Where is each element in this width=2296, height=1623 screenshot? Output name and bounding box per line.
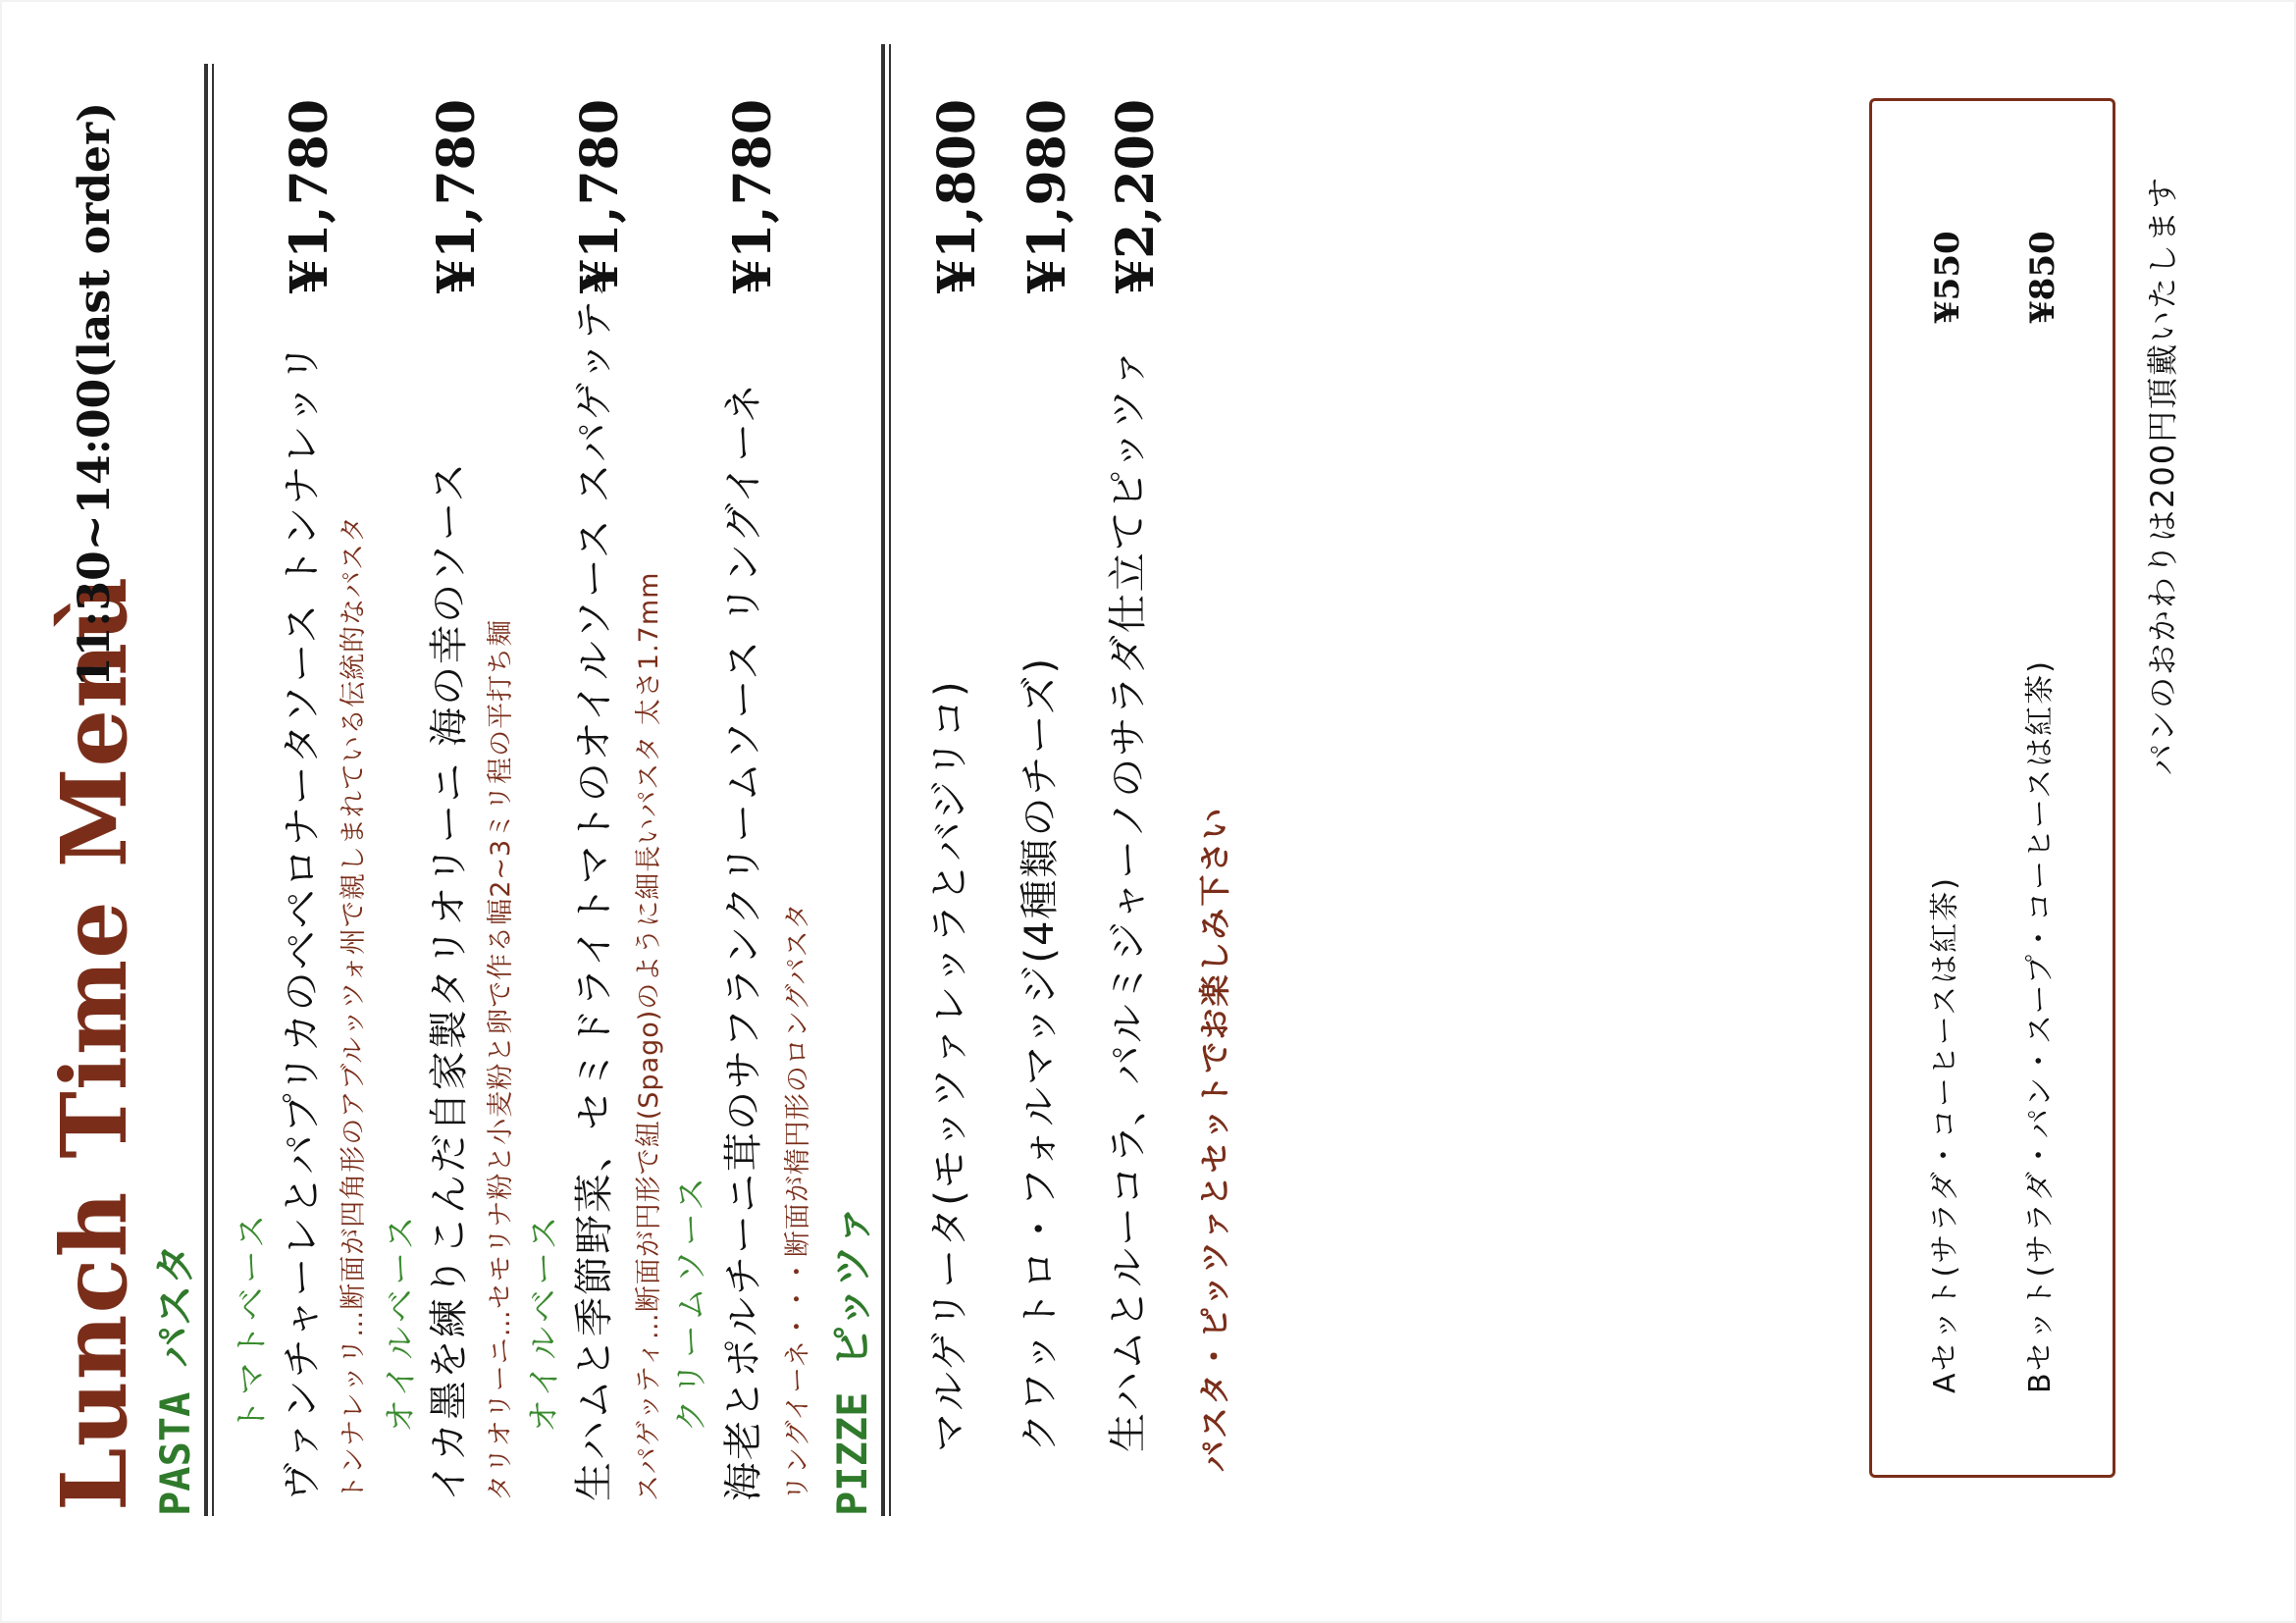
section-pasta-heading: PASTA パスタ xyxy=(151,1243,199,1516)
set-promo: パスタ・ピッツァとセットでお楽しみ下さい xyxy=(1196,806,1233,1472)
pasta-3-name: 生ハムと季節野菜、セミドライトマトのオイルソース スパゲッティ xyxy=(572,260,617,1501)
set-box xyxy=(1869,98,2115,1478)
pasta-2-name: イカ墨を練りこんだ自家製タリオリーニ 海の幸のソース xyxy=(427,460,472,1501)
set-a-name: Aセット(サラダ・コーヒースは紅茶) xyxy=(1928,876,1962,1393)
divider-middle xyxy=(881,44,885,1516)
divider-left xyxy=(204,64,208,1516)
set-b-price: ¥850 xyxy=(2023,231,2062,324)
pasta-1-desc: トンナレッリ…断面が四角形のアブルッツォ州で親しまれている伝統的なパスタ xyxy=(339,514,369,1501)
pasta-2-base: オイルベース xyxy=(382,1212,421,1433)
pizza-1-price: ¥1,800 xyxy=(927,98,987,294)
pasta-3-price: ¥1,780 xyxy=(570,98,630,294)
set-a-price: ¥550 xyxy=(1928,231,1967,324)
pasta-3-desc: スパゲッティ…断面が円形で紐(Spago)のように細長いパスタ 太さ1.7mm xyxy=(634,571,664,1501)
set-b-name: Bセット(サラダ・パン・スープ・コーヒースは紅茶) xyxy=(2023,659,2058,1393)
divider-middle-inner xyxy=(889,44,891,1516)
pasta-3-base: オイルベース xyxy=(525,1212,564,1433)
divider-left-inner xyxy=(212,64,214,1516)
menu-title: Lunch Time Menù xyxy=(41,575,147,1511)
pasta-1-name: ヴァンチャーレとパプリカのペペロナータソース トンナレッリ xyxy=(280,341,325,1501)
pasta-1-price: ¥1,780 xyxy=(280,98,339,294)
pizza-1-name: マルゲリータ(モッツァレッラとバジリコ) xyxy=(927,679,972,1452)
pizza-3-price: ¥2,200 xyxy=(1106,98,1166,294)
pizza-2-name: クワットロ・フォルマッジ(4種類のチーズ) xyxy=(1018,655,1063,1452)
bread-note: パンのおかわりは200円頂戴いたします xyxy=(2144,175,2181,775)
section-pizze-heading: PIZZE ピッツァ xyxy=(828,1204,876,1516)
pasta-2-price: ¥1,780 xyxy=(427,98,487,294)
pasta-1-base: トマトベース xyxy=(233,1210,272,1433)
pasta-4-price: ¥1,780 xyxy=(723,98,783,294)
pasta-4-base: クリームソース xyxy=(672,1173,711,1433)
pasta-4-name: 海老とポルチーニ茸のサフランクリームソース リングイーネ xyxy=(721,381,766,1501)
pasta-2-desc: タリオリーニ…セモリナ粉と小麦粉と卵で作る幅2~3ミリ程の平打ち麺 xyxy=(486,618,516,1501)
pizza-2-price: ¥1,980 xyxy=(1018,98,1077,294)
menu-hours: 11:30~14:00(last order) xyxy=(70,101,120,687)
pasta-4-desc: リングイーネ・・・断面が楕円形のロングパスタ xyxy=(783,902,813,1501)
pizza-3-name: 生ハムとルーコラ、パルミジャーノのサラダ仕立てピッツァ xyxy=(1106,346,1151,1452)
